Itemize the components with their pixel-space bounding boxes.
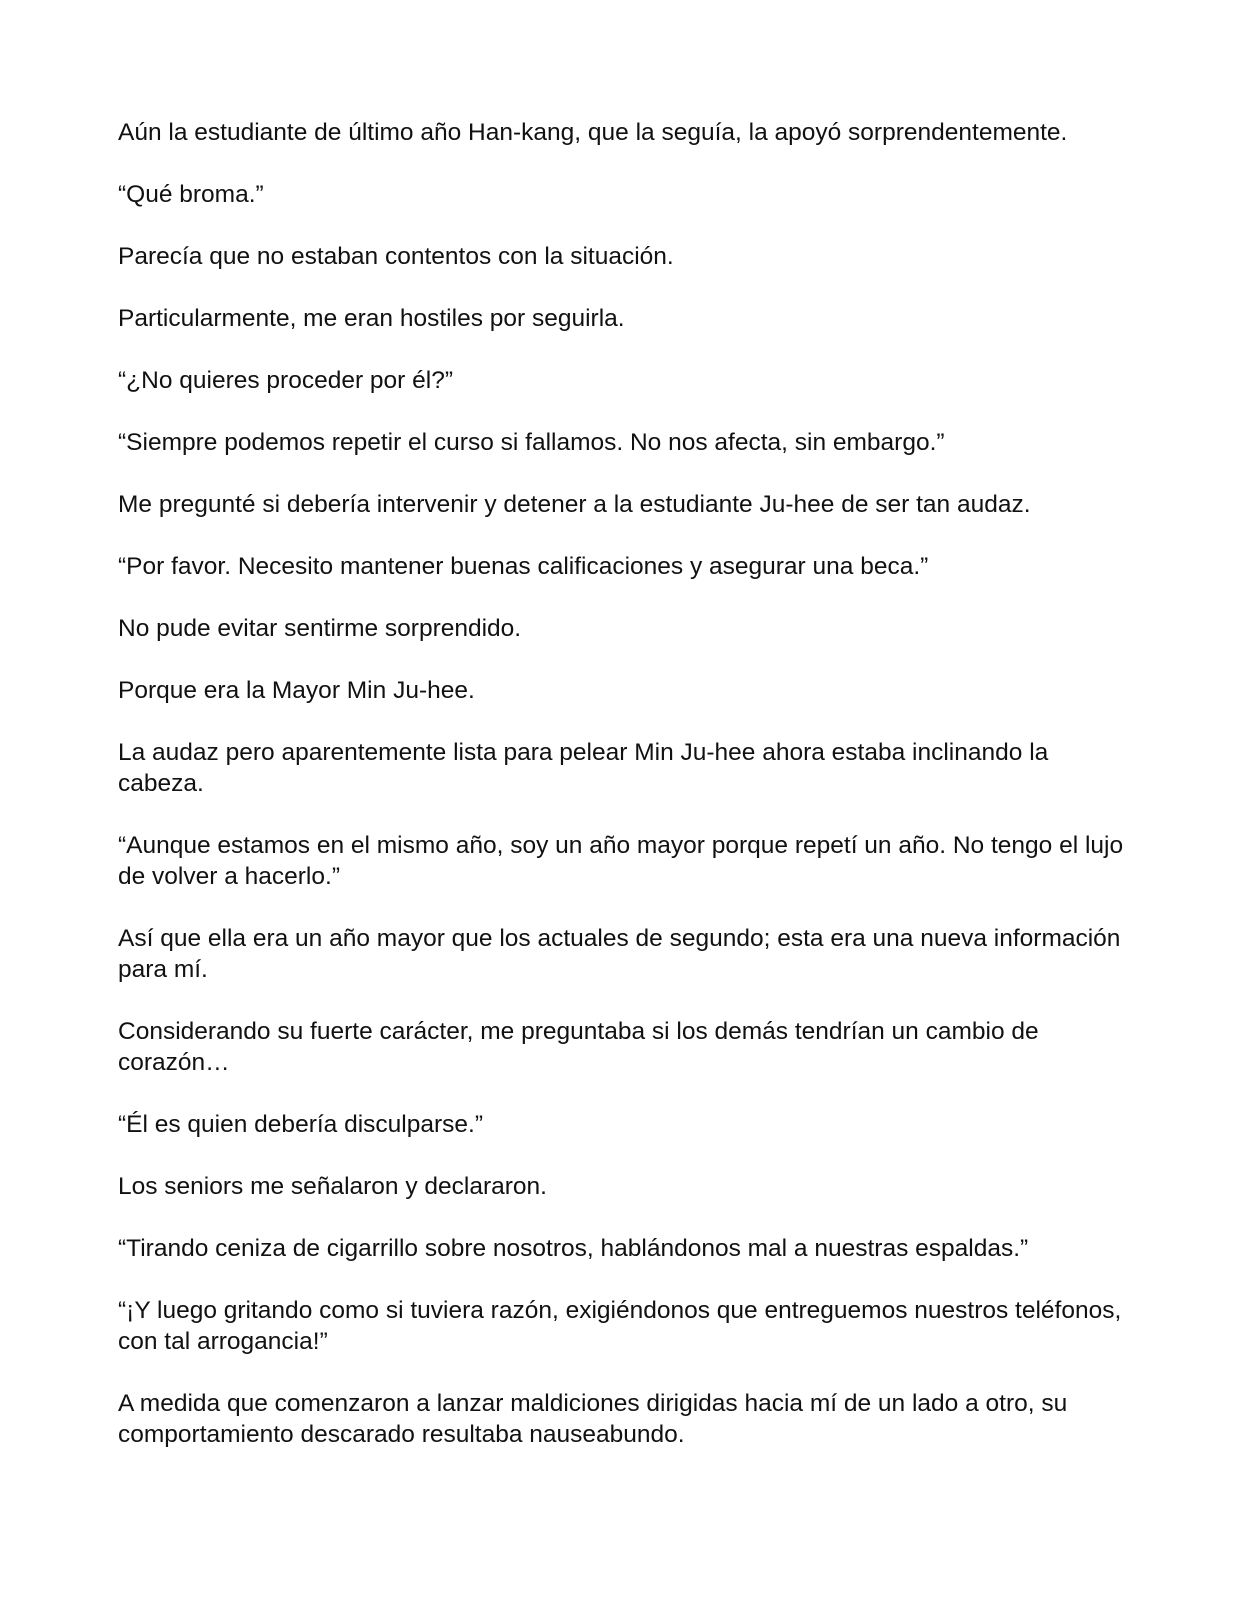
document-body	[118, 117, 1128, 1481]
paragraph: Porque era la Mayor Min Ju-hee.	[118, 677, 475, 704]
paragraph: Aún la estudiante de último año Han-kang, que la seguía, la apoyó sorprendentemente.	[118, 119, 1068, 146]
paragraph: Me pregunté si debería intervenir y detener a la estudiante Ju-hee de ser tan audaz.	[118, 491, 1031, 518]
paragraph: “Aunque estamos en el mismo año, soy un año mayor porque repetí un año. No tengo el lujo de volver a hacerlo.”	[118, 832, 1124, 890]
paragraph: “Qué broma.”	[118, 181, 264, 208]
paragraph: Particularmente, me eran hostiles por seguirla.	[118, 305, 625, 332]
paragraph: A medida que comenzaron a lanzar maldiciones dirigidas hacia mí de un lado a otro, su comportamiento descarado resultaba nauseabundo.	[118, 1390, 1068, 1448]
paragraph: “Siempre podemos repetir el curso si fallamos. No nos afecta, sin embargo.”	[118, 429, 945, 456]
paragraph: Los seniors me señalaron y declararon.	[118, 1173, 547, 1200]
paragraph: Considerando su fuerte carácter, me preguntaba si los demás tendrían un cambio de corazón…	[118, 1018, 1039, 1076]
paragraph: No pude evitar sentirme sorprendido.	[118, 615, 522, 642]
paragraph: La audaz pero aparentemente lista para pelear Min Ju-hee ahora estaba inclinando la cabeza.	[118, 739, 1049, 797]
paragraph: “¡Y luego gritando como si tuviera razón, exigiéndonos que entreguemos nuestros teléfonos, con tal arrogancia!”	[118, 1297, 1122, 1355]
paragraph: Así que ella era un año mayor que los actuales de segundo; esta era una nueva información para mí.	[118, 925, 1121, 983]
paragraph: “Por favor. Necesito mantener buenas calificaciones y asegurar una beca.”	[118, 553, 929, 580]
paragraph: “Él es quien debería disculparse.”	[118, 1111, 483, 1138]
paragraph: “Tirando ceniza de cigarrillo sobre nosotros, hablándonos mal a nuestras espaldas.”	[118, 1235, 1029, 1262]
paragraph: Parecía que no estaban contentos con la situación.	[118, 243, 674, 270]
paragraph: “¿No quieres proceder por él?”	[118, 367, 453, 394]
